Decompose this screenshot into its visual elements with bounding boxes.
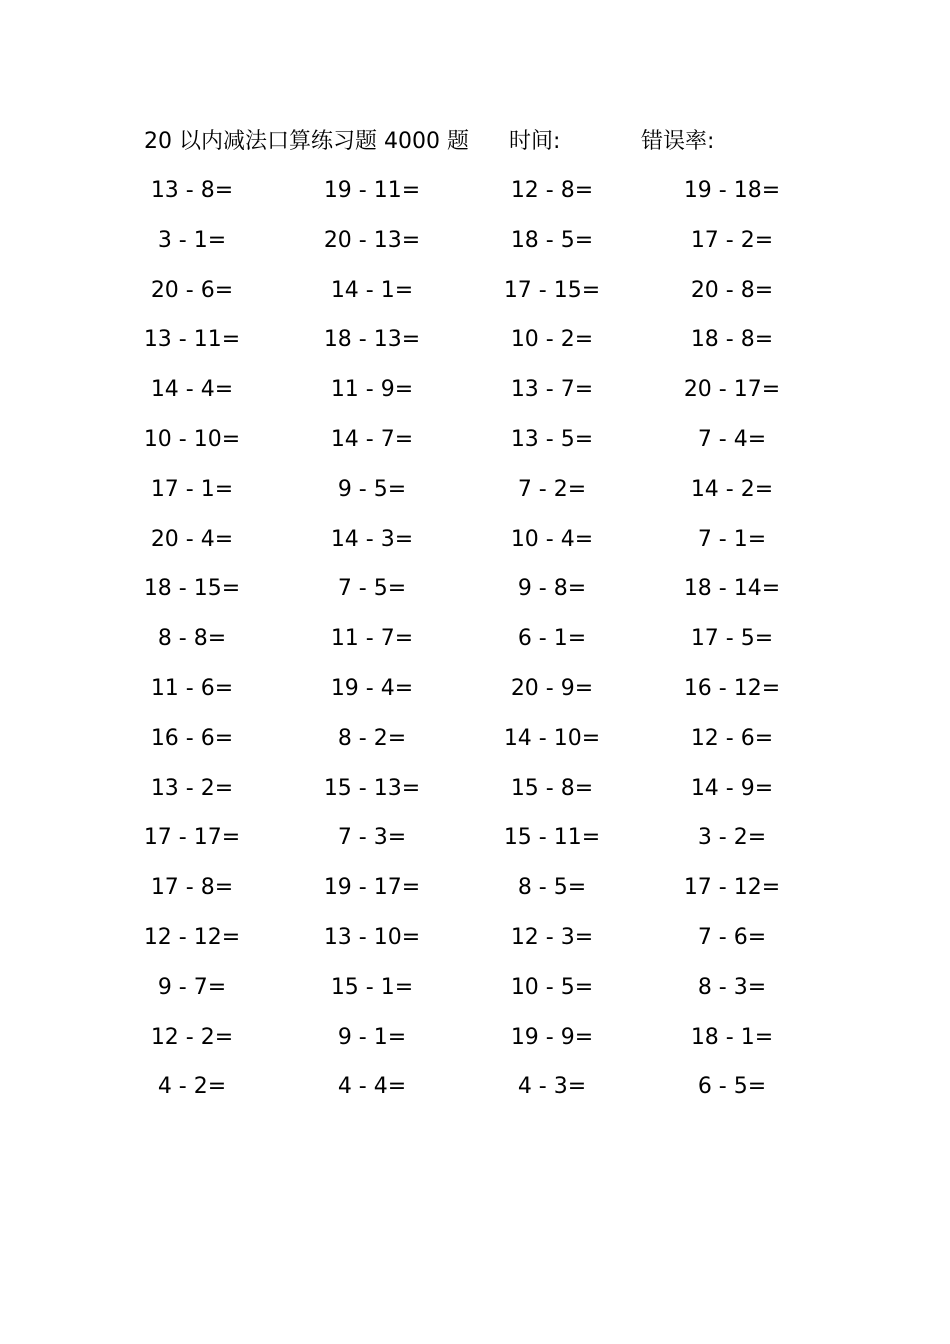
problem-cell: 4 - 3=	[517, 1074, 587, 1100]
problem-cell: 4 - 2=	[157, 1074, 227, 1100]
problem-cell: 8 - 3=	[697, 974, 767, 1000]
problem-cell: 6 - 1=	[517, 626, 587, 652]
problem-cell: 15 - 1=	[330, 974, 414, 1000]
problem-cell: 17 - 15=	[503, 277, 601, 303]
problem-cell: 10 - 5=	[510, 974, 594, 1000]
problem-cell: 15 - 11=	[503, 825, 601, 851]
problem-cell: 18 - 14=	[683, 576, 781, 602]
problem-cell: 7 - 1=	[697, 526, 767, 552]
problem-cell: 19 - 4=	[330, 675, 414, 701]
problem-cell: 9 - 1=	[337, 1024, 407, 1050]
problem-row	[0, 170, 950, 220]
problem-cell: 17 - 5=	[690, 626, 774, 652]
problem-row	[0, 469, 950, 519]
problem-cell: 16 - 6=	[150, 725, 234, 751]
problem-cell: 10 - 2=	[510, 327, 594, 353]
problem-cell: 6 - 5=	[697, 1074, 767, 1100]
problem-row	[0, 668, 950, 718]
problem-cell: 13 - 11=	[143, 327, 241, 353]
problem-cell: 17 - 12=	[683, 875, 781, 901]
problem-row	[0, 768, 950, 818]
problem-row	[0, 369, 950, 419]
problem-cell: 10 - 4=	[510, 526, 594, 552]
problem-cell: 8 - 5=	[517, 875, 587, 901]
problem-cell: 15 - 13=	[323, 775, 421, 801]
problem-cell: 14 - 4=	[150, 377, 234, 403]
problem-cell: 11 - 7=	[330, 626, 414, 652]
problem-row	[0, 718, 950, 768]
error-rate-label: 错误率:	[641, 129, 715, 154]
problem-cell: 7 - 4=	[697, 426, 767, 452]
problem-cell: 17 - 2=	[690, 227, 774, 253]
problem-cell: 13 - 2=	[150, 775, 234, 801]
problem-cell: 13 - 10=	[323, 924, 421, 950]
problem-grid	[0, 170, 950, 1116]
problem-cell: 16 - 12=	[683, 675, 781, 701]
problem-cell: 17 - 8=	[150, 875, 234, 901]
problem-cell: 14 - 7=	[330, 426, 414, 452]
problem-cell: 4 - 4=	[337, 1074, 407, 1100]
problem-cell: 18 - 5=	[510, 227, 594, 253]
problem-cell: 3 - 1=	[157, 227, 227, 253]
problem-cell: 12 - 3=	[510, 924, 594, 950]
problem-cell: 20 - 6=	[150, 277, 234, 303]
problem-row	[0, 319, 950, 369]
problem-cell: 14 - 10=	[503, 725, 601, 751]
problem-cell: 17 - 1=	[150, 476, 234, 502]
problem-cell: 19 - 17=	[323, 875, 421, 901]
problem-cell: 9 - 7=	[157, 974, 227, 1000]
problem-row	[0, 1017, 950, 1067]
problem-cell: 7 - 2=	[517, 476, 587, 502]
worksheet-title: 20 以内减法口算练习题 4000 题	[144, 129, 469, 154]
problem-cell: 19 - 11=	[323, 178, 421, 203]
problem-cell: 20 - 17=	[683, 377, 781, 403]
problem-cell: 15 - 8=	[510, 775, 594, 801]
problem-row	[0, 817, 950, 867]
time-label: 时间:	[509, 129, 561, 154]
problem-row	[0, 270, 950, 320]
problem-cell: 18 - 8=	[690, 327, 774, 353]
problem-cell: 7 - 6=	[697, 924, 767, 950]
problem-cell: 18 - 1=	[690, 1024, 774, 1050]
problem-cell: 9 - 5=	[337, 476, 407, 502]
problem-cell: 7 - 3=	[337, 825, 407, 851]
problem-cell: 14 - 2=	[690, 476, 774, 502]
problem-row	[0, 867, 950, 917]
problem-cell: 14 - 1=	[330, 277, 414, 303]
problem-cell: 19 - 18=	[683, 178, 781, 203]
problem-row	[0, 917, 950, 967]
problem-cell: 7 - 5=	[337, 576, 407, 602]
problem-row	[0, 519, 950, 569]
problem-row	[0, 220, 950, 270]
problem-cell: 19 - 9=	[510, 1024, 594, 1050]
problem-cell: 17 - 17=	[143, 825, 241, 851]
problem-row	[0, 967, 950, 1017]
problem-cell: 3 - 2=	[697, 825, 767, 851]
problem-cell: 11 - 6=	[150, 675, 234, 701]
problem-cell: 13 - 8=	[150, 178, 234, 203]
problem-cell: 18 - 15=	[143, 576, 241, 602]
problem-cell: 13 - 7=	[510, 377, 594, 403]
problem-cell: 20 - 4=	[150, 526, 234, 552]
problem-cell: 20 - 13=	[323, 227, 421, 253]
problem-cell: 13 - 5=	[510, 426, 594, 452]
problem-cell: 10 - 10=	[143, 426, 241, 452]
problem-cell: 20 - 9=	[510, 675, 594, 701]
problem-cell: 14 - 3=	[330, 526, 414, 552]
worksheet-header	[144, 124, 844, 160]
problem-cell: 12 - 12=	[143, 924, 241, 950]
problem-cell: 12 - 2=	[150, 1024, 234, 1050]
problem-row	[0, 618, 950, 668]
problem-row	[0, 1066, 950, 1116]
problem-cell: 11 - 9=	[330, 377, 414, 403]
problem-cell: 18 - 13=	[323, 327, 421, 353]
problem-cell: 14 - 9=	[690, 775, 774, 801]
problem-cell: 8 - 8=	[157, 626, 227, 652]
problem-row	[0, 419, 950, 469]
problem-cell: 12 - 6=	[690, 725, 774, 751]
problem-cell: 12 - 8=	[510, 178, 594, 203]
problem-row	[0, 568, 950, 618]
problem-cell: 8 - 2=	[337, 725, 407, 751]
problem-cell: 20 - 8=	[690, 277, 774, 303]
problem-cell: 9 - 8=	[517, 576, 587, 602]
